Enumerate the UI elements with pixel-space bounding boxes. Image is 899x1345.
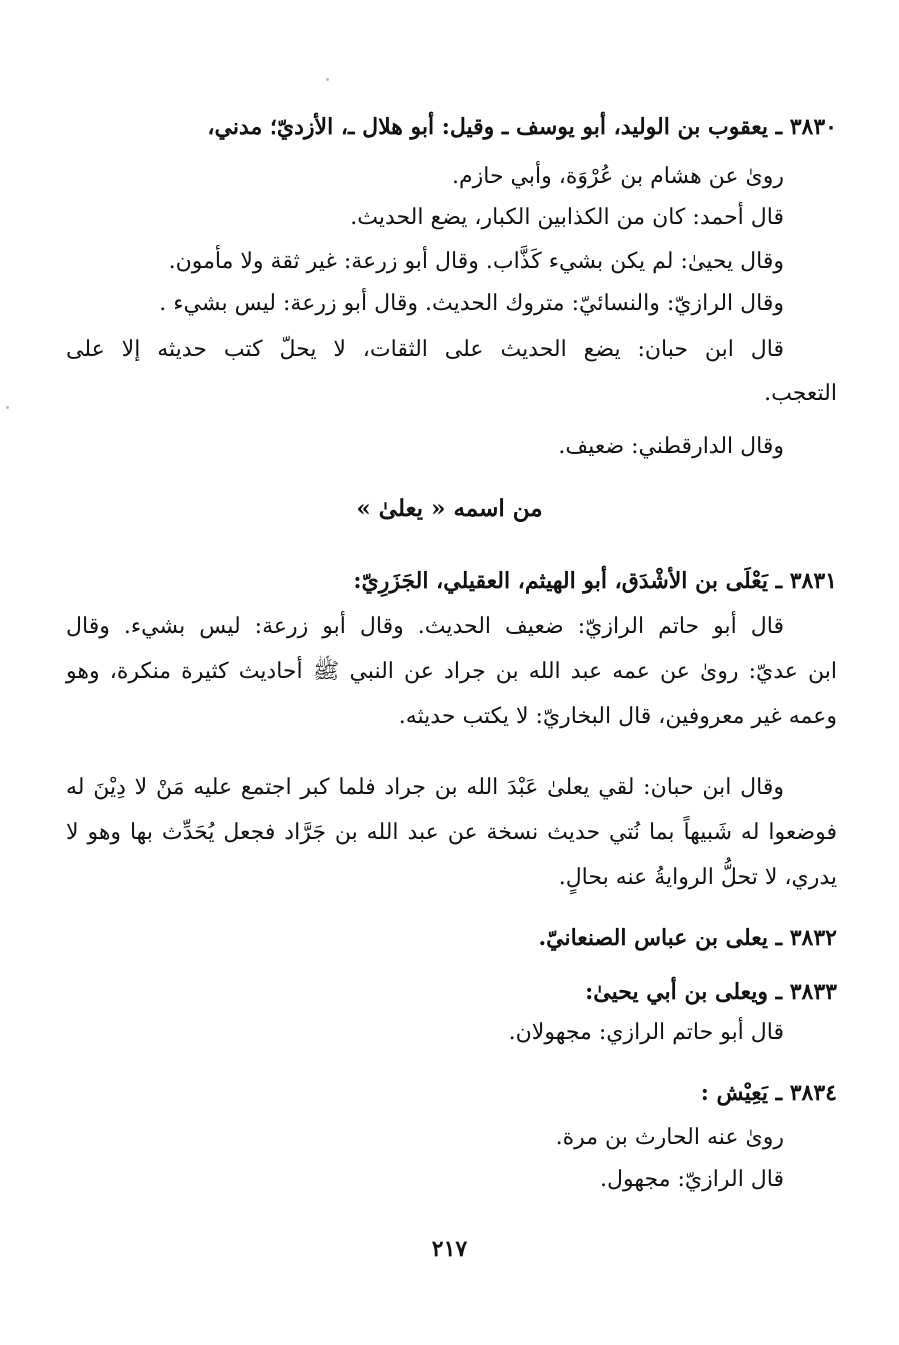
section-heading: من اسمه « يعلىٰ » <box>356 495 543 522</box>
entry-3832-title: ٣٨٣٢ ـ يعلى بن عباس الصنعانيّ. <box>538 925 837 951</box>
entry-3830-line-1: روىٰ عن هشام بن عُرْوَة، وأبي حازم. <box>452 164 784 189</box>
entry-3831-para1-line-3: وعمه غير معروفين، قال البخاريّ: لا يكتب حديثه. <box>398 704 837 729</box>
entry-3834-title: ٣٨٣٤ ـ يَعِيْش : <box>700 1080 837 1106</box>
scan-speck <box>326 78 329 81</box>
entry-3830-line-4: وقال الرازيّ: والنسائيّ: متروك الحديث. وقال أبو زرعة: ليس بشيء . <box>159 291 784 316</box>
entry-3831-para1-line-2: ابن عديّ: روىٰ عن عمه عبد الله بن جراد عن النبي ﷺ أحاديث كثيرة منكرة، وهو <box>66 659 837 684</box>
entry-3830-line-5b: التعجب. <box>764 381 837 406</box>
entry-3834-line-2: قال الرازيّ: مجهول. <box>600 1167 784 1192</box>
entry-3833-title: ٣٨٣٣ ـ ويعلى بن أبي يحيىٰ: <box>585 979 837 1005</box>
entry-3831-para2-line-1: وقال ابن حبان: لقي يعلىٰ عَبْدَ الله بن جراد فلما كبر اجتمع عليه مَنْ لا دِيْنَ له <box>66 775 784 800</box>
entry-3830-line-2: قال أحمد: كان من الكذابين الكبار، يضع الحديث. <box>350 205 784 230</box>
entry-3830-line-5a: قال ابن حبان: يضع الحديث على الثقات، لا يحلّ كتب حديثه إلا على <box>66 337 784 362</box>
entry-3831-title: ٣٨٣١ ـ يَعْلَى بن الأشْدَق، أبو الهيثم، العقيلي، الجَزَرِيّ: <box>353 568 837 594</box>
entry-3830-line-6: وقال الدارقطني: ضعيف. <box>558 434 784 459</box>
entry-3833-line-1: قال أبو حاتم الرازي: مجهولان. <box>508 1020 784 1045</box>
page-number: ٢١٧ <box>431 1236 468 1262</box>
entry-3830-title: ٣٨٣٠ ـ يعقوب بن الوليد، أبو يوسف ـ وقيل: أبو هلال ـ، الأزديّ؛ مدني، <box>207 114 837 140</box>
entry-3834-line-1: روىٰ عنه الحارث بن مرة. <box>555 1125 784 1150</box>
entry-3831-para1-line-1: قال أبو حاتم الرازيّ: ضعيف الحديث. وقال أبو زرعة: ليس بشيء. وقال <box>66 614 784 639</box>
scan-speck <box>6 406 9 409</box>
entry-3830-line-3: وقال يحيىٰ: لم يكن بشيء كَذَّاب. وقال أبو زرعة: غير ثقة ولا مأمون. <box>168 249 784 274</box>
entry-3831-para2-line-3: يدري، لا تحلُّ الروايةُ عنه بحالٍ. <box>558 865 837 890</box>
entry-3831-para2-line-2: فوضعوا له شَبيهاً بما نُتي حديث نسخة عن عبد الله بن جَرَّاد فجعل يُحَدِّث بها وهو لا <box>66 820 837 845</box>
